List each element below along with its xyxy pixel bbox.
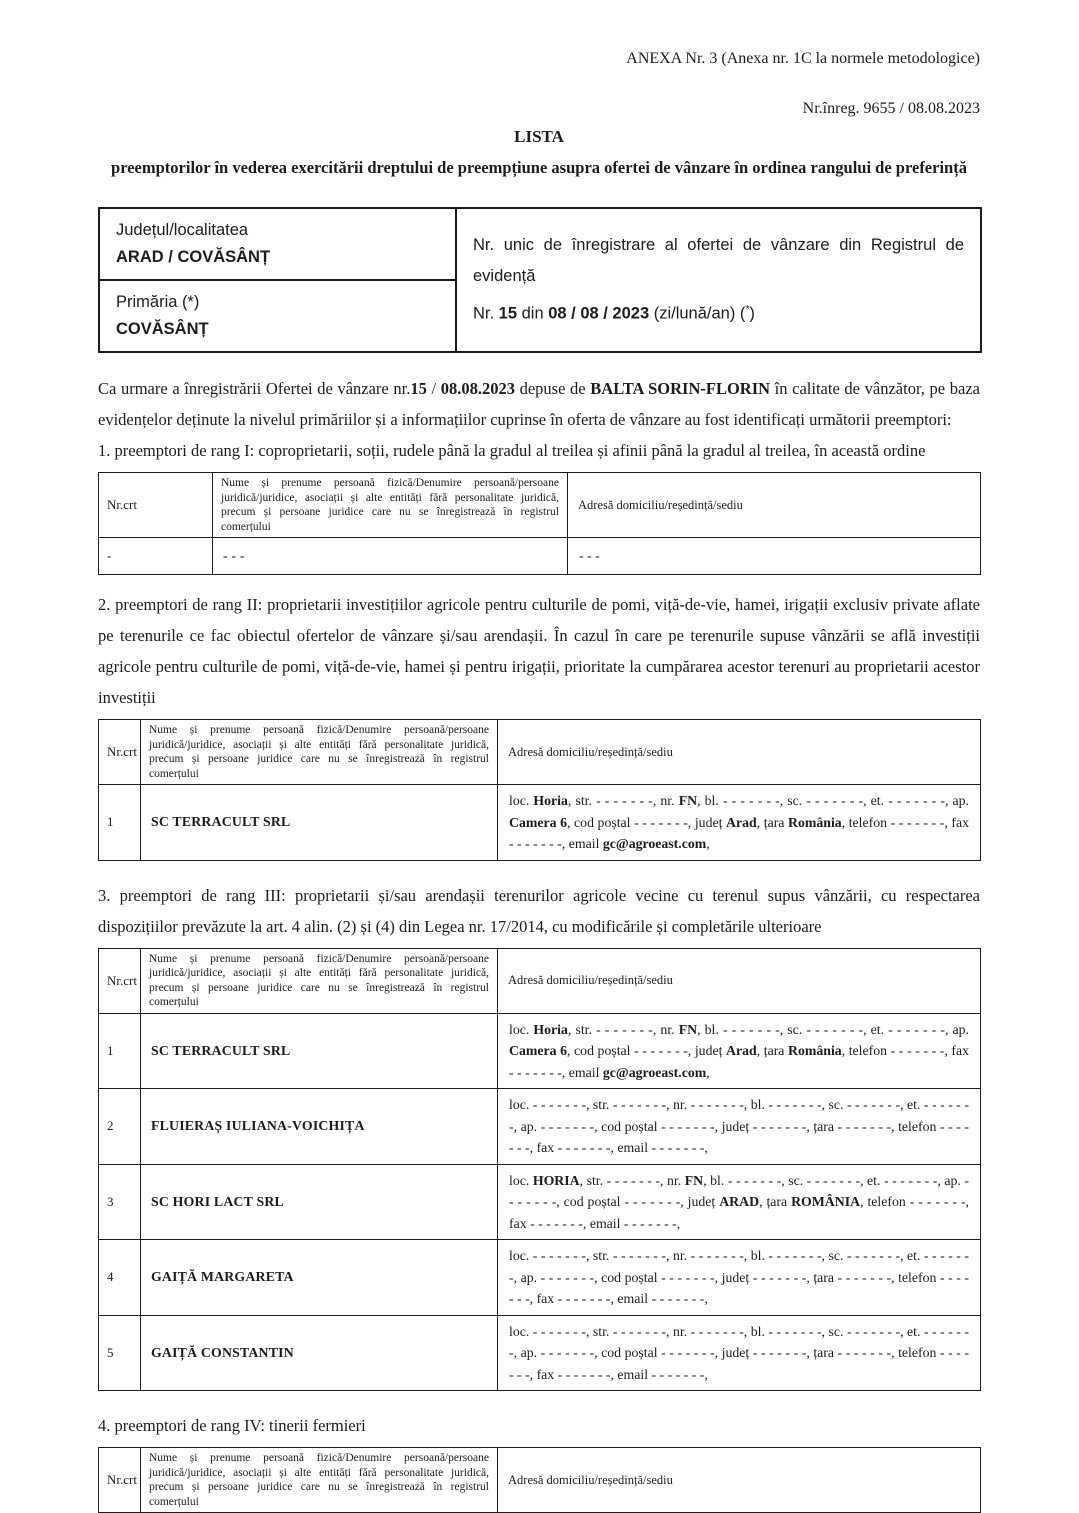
section-2-heading: 2. preemptori de rang II: proprietarii investițiilor agricole pentru culturile de pomi, viță-de-vie, hamei, irigații exclusiv private aflate pe terenurile ce fac obiectul ofertelor de vânzare și/sau arendașii. În cazul în care pe terenurile supuse vânzării se află investiții agricole pentru culturile de pomi, viță-de-vie, hamei și pentru irigații, prioritate la cumpărarea acestor terenuri au proprietarii acestor investiții bbox=[98, 595, 980, 707]
offer-registration-text: Nr. unic de înregistrare al ofertei de vânzare din Registrul de evidență bbox=[473, 236, 964, 286]
cityhall-label: Primăria (*) bbox=[116, 293, 200, 311]
row-number: - bbox=[99, 538, 213, 575]
row-address: loc. Horia, str. - - - - - - -, nr. FN, bl. - - - - - - -, sc. - - - - - - -, et. - - - - - - -, ap. Camera 6, cod poștal - - - - - - -, județ Arad, țara România, telefon - - - - - - -, fax - - - - - - -, email gc@agroeast.com, bbox=[498, 1013, 981, 1089]
row-number: 2 bbox=[99, 1089, 141, 1165]
row-number: 1 bbox=[99, 785, 141, 861]
section-1-heading: 1. preemptori de rang I: coproprietarii, soții, rudele până la gradul al treilea și afinii până la gradul al treilea, în această ordine bbox=[98, 441, 926, 460]
offer-registration-cell bbox=[456, 208, 981, 352]
row-name: SC TERRACULT SRL bbox=[141, 785, 498, 861]
table-row bbox=[99, 1013, 981, 1089]
county-label: Județul/localitatea bbox=[116, 221, 249, 239]
county-cell bbox=[99, 208, 456, 280]
row-address: loc. Horia, str. - - - - - - -, nr. FN, bl. - - - - - - -, sc. - - - - - - -, et. - - - - - - -, ap. Camera 6, cod poștal - - - - - - -, județ Arad, țara România, telefon - - - - - - -, fax - - - - - - -, email gc@agroeast.com, bbox=[498, 785, 981, 861]
registration-number: Nr.înreg. 9655 / 08.08.2023 bbox=[802, 100, 980, 117]
document-subtitle: preemptorilor în vederea exercitării dreptului de preempțiune asupra ofertei de vânzare în ordinea rangului de preferință bbox=[111, 158, 967, 177]
row-number: 4 bbox=[99, 1240, 141, 1316]
column-header-name: Nume și prenume persoană fizică/Denumire persoană/persoane juridică/juridice, asociații și alte entități fără personalitate juridică, precum și persoane juridice care nu se înregistrează în registrul comerțului bbox=[141, 948, 498, 1013]
table-row bbox=[99, 1164, 981, 1240]
table-row bbox=[99, 785, 981, 861]
column-header-name: Nume și prenume persoană fizică/Denumire persoană/persoane juridică/juridice, asociații și alte entități fără personalitate juridică, precum și persoane juridice care nu se înregistrează în registrul comerțului bbox=[213, 473, 568, 538]
table-header-row bbox=[99, 720, 981, 785]
table-header-row bbox=[99, 948, 981, 1013]
registration-info-table bbox=[98, 207, 982, 353]
column-header-nr: Nr.crt bbox=[99, 1448, 141, 1513]
column-header-nr: Nr.crt bbox=[99, 948, 141, 1013]
row-name: GAIȚĂ CONSTANTIN bbox=[141, 1315, 498, 1391]
document-title: LISTA bbox=[514, 127, 564, 146]
rank2-table bbox=[98, 719, 981, 861]
table-row bbox=[99, 1089, 981, 1165]
column-header-address: Adresă domiciliu/reședință/sediu bbox=[498, 720, 981, 785]
row-address: loc. - - - - - - -, str. - - - - - - -, nr. - - - - - - -, bl. - - - - - - -, sc. - - - - - - -, et. - - - - - - -, ap. - - - - - - -, cod poștal - - - - - - -, județ - - - - - - -, țara - - - - - - -, telefon - - - - - - -, fax - - - - - - -, email - - - - - - -, bbox=[498, 1240, 981, 1316]
table-header-row bbox=[99, 1448, 981, 1513]
offer-registration-number: Nr. 15 din 08 / 08 / 2023 (zi/lună/an) (*) bbox=[473, 304, 755, 323]
row-address: - - - bbox=[568, 538, 981, 575]
cityhall-value: COVĂSÂNȚ bbox=[116, 320, 209, 338]
row-name: - - - bbox=[213, 538, 568, 575]
table-row bbox=[99, 538, 981, 575]
column-header-name: Nume și prenume persoană fizică/Denumire persoană/persoane juridică/juridice, asociații și alte entități fără personalitate juridică, precum și persoane juridice care nu se înregistrează în registrul comerțului bbox=[141, 1448, 498, 1513]
annex-note: ANEXA Nr. 3 (Anexa nr. 1C la normele metodologice) bbox=[626, 50, 980, 67]
table-row bbox=[99, 1240, 981, 1316]
row-address: loc. - - - - - - -, str. - - - - - - -, nr. - - - - - - -, bl. - - - - - - -, sc. - - - - - - -, et. - - - - - - -, ap. - - - - - - -, cod poștal - - - - - - -, județ - - - - - - -, țara - - - - - - -, telefon - - - - - - -, fax - - - - - - -, email - - - - - - -, bbox=[498, 1089, 981, 1165]
row-number: 3 bbox=[99, 1164, 141, 1240]
row-address: loc. - - - - - - -, str. - - - - - - -, nr. - - - - - - -, bl. - - - - - - -, sc. - - - - - - -, et. - - - - - - -, ap. - - - - - - -, cod poștal - - - - - - -, județ - - - - - - -, țara - - - - - - -, telefon - - - - - - -, fax - - - - - - -, email - - - - - - -, bbox=[498, 1315, 981, 1391]
column-header-nr: Nr.crt bbox=[99, 720, 141, 785]
table-header-row bbox=[99, 473, 981, 538]
row-number: 1 bbox=[99, 1013, 141, 1089]
row-address: loc. HORIA, str. - - - - - - -, nr. FN, bl. - - - - - - -, sc. - - - - - - -, et. - - - - - - -, ap. - - - - - - -, cod poștal - - - - - - -, județ ARAD, țara ROMÂNIA, telefon - - - - - - -, fax - - - - - - -, email - - - - - - -, bbox=[498, 1164, 981, 1240]
column-header-nr: Nr.crt bbox=[99, 473, 213, 538]
column-header-name: Nume și prenume persoană fizică/Denumire persoană/persoane juridică/juridice, asociații și alte entități fără personalitate juridică, precum și persoane juridice care nu se înregistrează în registrul comerțului bbox=[141, 720, 498, 785]
county-value: ARAD / COVĂSÂNȚ bbox=[116, 248, 271, 266]
intro-paragraph: Ca urmare a înregistrării Ofertei de vânzare nr.15 / 08.08.2023 depuse de BALTA SORIN-FLORIN în calitate de vânzător, pe baza evidențelor deținute la nivelul primăriilor și a informațiilor cuprinse în oferta de vânzare au fost identificați următorii preemptori: bbox=[98, 379, 980, 429]
section-3-heading: 3. preemptori de rang III: proprietarii și/sau arendașii terenurilor agricole vecine cu terenul supus vânzării, cu respectarea dispozițiilor prevăzute la art. 4 alin. (2) și (4) din Legea nr. 17/2014, cu modificările și completările ulterioare bbox=[98, 885, 980, 936]
column-header-address: Adresă domiciliu/reședință/sediu bbox=[498, 1448, 981, 1513]
cityhall-cell bbox=[99, 280, 456, 352]
rank4-table bbox=[98, 1447, 981, 1513]
rank1-table bbox=[98, 472, 981, 575]
table-row bbox=[99, 208, 981, 280]
section-4-heading: 4. preemptori de rang IV: tinerii fermieri bbox=[98, 1416, 366, 1435]
row-number: 5 bbox=[99, 1315, 141, 1391]
row-name: SC HORI LACT SRL bbox=[141, 1164, 498, 1240]
rank3-table bbox=[98, 948, 981, 1392]
column-header-address: Adresă domiciliu/reședință/sediu bbox=[568, 473, 981, 538]
row-name: FLUIERAȘ IULIANA-VOICHIȚA bbox=[141, 1089, 498, 1165]
column-header-address: Adresă domiciliu/reședință/sediu bbox=[498, 948, 981, 1013]
row-name: SC TERRACULT SRL bbox=[141, 1013, 498, 1089]
table-row bbox=[99, 1315, 981, 1391]
row-name: GAIȚĂ MARGARETA bbox=[141, 1240, 498, 1316]
